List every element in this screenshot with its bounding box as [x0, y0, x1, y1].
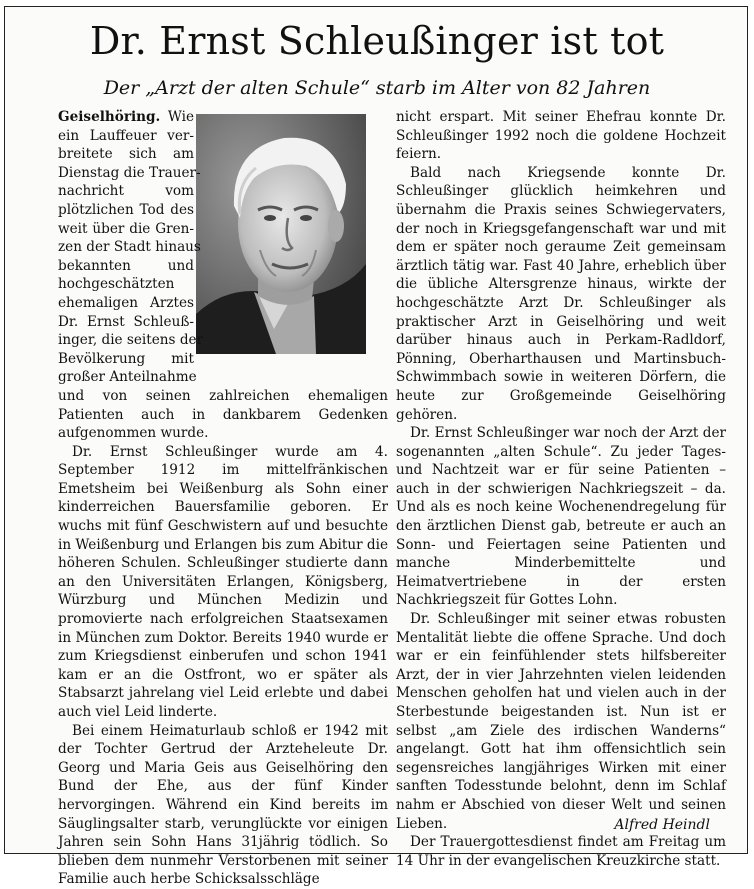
left-paragraph-1-tail: und von seinen zahlreichen ehemaligen Patienten auch in dankbarem Gedenken aufgenommen wurde. — [58, 387, 388, 442]
author-byline: Alfred Heindl — [614, 817, 710, 833]
wrap-line: großer Anteilnahme — [58, 369, 197, 386]
wrap-line-1: Geiselhöring. Wie — [58, 109, 194, 125]
wrap-line: ehemaligen Arztes — [58, 294, 194, 311]
wrap-line: Bevölkerung mit — [58, 350, 194, 367]
wrap-line: nachricht vom — [58, 183, 194, 200]
right-column — [396, 108, 726, 870]
wrap-line: breitete sich am — [58, 146, 194, 163]
wrap-line: Dienstag die Trauer- — [58, 164, 201, 181]
right-paragraph-2: Bald nach Kriegsende konnte Dr. Schleußinger glücklich heimkehren und übernahm die Praxis seines Schwiegervaters, der noch in Kriegsgefangenschaft war und mit dem er später noch geraume Zeit gemeinsam ärztlich tätig war. Fast 40 Jahre, erheblich über die übliche Altersgrenze hinaus, wirkte der hochgeschätzte Arzt Dr. Schleußinger als praktischer Arzt in Geiselhöring und weit darüber hinaus auch in Perkam-Radldorf, Pönning, Oberharthausen und Martinsbuch-Schwimmbach sowie in weiteren Dörfern, die heute zur Großgemeinde Geiselhöring gehören. — [396, 164, 726, 423]
article-headline: Dr. Ernst Schleußinger ist tot — [89, 19, 665, 63]
right-paragraph-4: Dr. Schleußinger mit seiner etwas robusten Mentalität liebte die offene Sprache. Und doch war er ein feinfühlender stets hilfsbereiter Arzt, der in vier Jahrzehnten vielen leidenden Menschen geholfen hat und vielen auch in der Sterbestunde beigestanden ist. Nun ist er selbst „am Ziele des irdischen Wanderns“ angelangt. Gott hat ihm offensichtlich sein segensreiches langjähriges Wirken mit einer sanften Todesstunde belohnt, denn im Schlaf nahm er Abschied von dieser Welt und seinen Lieben. — [396, 611, 726, 832]
wrap-line: ein Lauffeuer ver- — [58, 127, 194, 144]
left-wrap-block — [58, 108, 204, 387]
wrap-line: weit über die Gren- — [58, 220, 194, 237]
wrap-line: Dr. Ernst Schleuß- — [58, 313, 194, 330]
left-paragraph-3: Bei einem Heimaturlaub schloß er 1942 mit der Tochter Gertrud der Arzteheleute Dr. Georg und Maria Geis aus Geiselhöring den Bund der Ehe, aus der fünf Kinder hervorgingen. Während ein Kind bereits im Säuglingsalter starb, verunglückte vor einigen Jahren sein Sohn Hans 31jährig tödlich. So blieben dem nunmehr Verstorbenen mit seiner Familie auch herbe Schicksalsschläge — [58, 722, 388, 888]
wrap-line: bekannten und — [58, 257, 194, 274]
wrap-line: plötzlichen Tod des — [58, 201, 194, 218]
wrap-line: zen der Stadt hinaus — [58, 239, 201, 256]
article-subheadline: Der „Arzt der alten Schule“ starb im Alter von 82 Jahren — [103, 77, 651, 99]
left-column — [58, 108, 388, 889]
right-paragraph-1: nicht erspart. Mit seiner Ehefrau konnte Dr. Schleußinger 1992 noch die goldene Hochzeit feiern. — [396, 109, 726, 163]
right-paragraph-5: Der Trauergottesdienst findet am Freitag um 14 Uhr in der evangelischen Kreuzkirche statt. — [396, 834, 726, 869]
right-paragraph-3: Dr. Ernst Schleußinger war noch der Arzt der sogenannten „alten Schule“. Zu jeder Tages- und Nachtzeit war er für seine Patienten – auch in der schwierigen Nachkriegszeit – da. Und als es noch keine Wochenendregelung für den ärztlichen Dienst gab, betreute er auch an Sonn- und Feiertagen seine Patienten und manche Minderbemittelte und Heimatvertriebene in der ersten Nachkriegszeit für Gottes Lohn. — [396, 425, 726, 609]
dateline: Geiselhöring. — [58, 109, 161, 125]
left-paragraph-2: Dr. Ernst Schleußinger wurde am 4. September 1912 im mittelfränkischen Emetsheim bei Weißenburg als Sohn einer kinderreichen Bauersfamilie geboren. Er wuchs mit fünf Geschwistern auf und besuchte in Weißenburg und Erlangen bis zum Abitur die höheren Schulen. Schleußinger studierte dann an den Universitäten Erlangen, Königsberg, Würzburg und München Medizin und promovierte nach erfolgreichen Staatsexamen in München zum Doktor. Bereits 1940 wurde er zum Kriegsdienst einberufen und schon 1941 kam er an die Ostfront, wo er später als Stabsarzt jahrelang viel Leid erlebte und dabei auch viel Leid linderte. — [58, 443, 388, 720]
wrap-line: hochgeschätzten — [58, 276, 175, 293]
wrap-line: inger, die seitens der — [58, 332, 204, 349]
